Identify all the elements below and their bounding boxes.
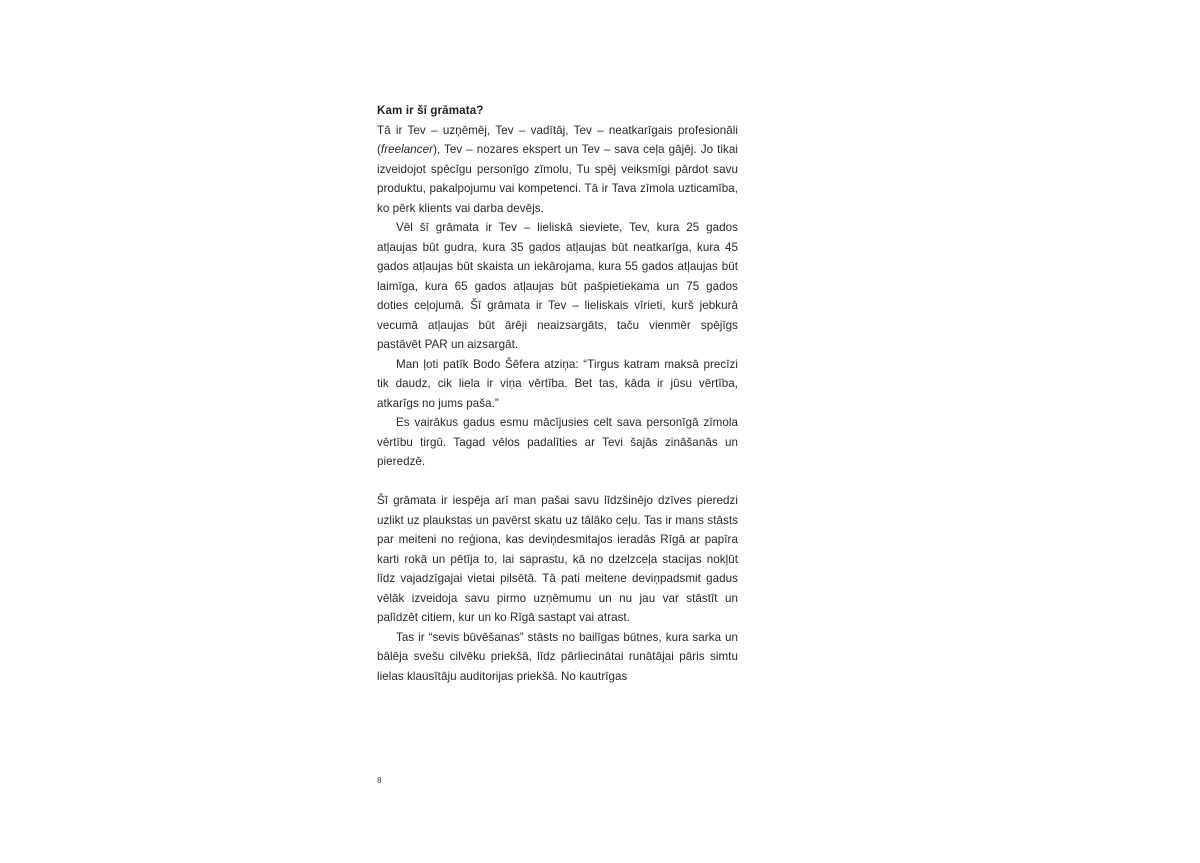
paragraph-author-experience: Es vairākus gadus esmu mācījusies celt sava personīgā zīmola vērtību tirgū. Tagad vēlos padalīties ar Tevi šajās zināšanās un pieredzē. [377, 416, 738, 468]
italic-term-freelancer: freelancer [380, 143, 434, 156]
paragraph-for-women-and-men: Vēl šī grāmata ir Tev – lieliskā sieviete, Tev, kura 25 gados atļaujas būt gudra, kura 35 gados atļaujas būt neatkarīga, kura 45 gados atļaujas būt skaista un iekārojama, kura 55 gados atļaujas būt laimīga, kura 65 gados atļaujas būt pašpietiekama un 75 gados doties ceļojumā. Šī grāmata ir Tev – lieliskais vīrieti, kurš jebkurā vecumā atļaujas būt ārēji neaizsargāts, taču vienmēr spējīgs pastāvēt PAR un aizsargāt. [377, 221, 738, 351]
paragraph-personal-story: Šī grāmata ir iespēja arī man pašai savu līdzšinējo dzīves pieredzi uzlikt uz plaukstas un pavērst skatu uz tālāko ceļu. Tas ir mans stāsts par meiteni no reģiona, kas deviņdesmitajos ieradās Rīgā ar papīra karti rokā un pētīja to, lai saprastu, kā no dzelzceļa stacijas nokļūt līdz vajadzīgajai vietai pilsētā. Tā pati meitene deviņpadsmit gadus vēlāk izveidoja savu pirmo uzņēmumu un nu jau var stāstīt un palīdzēt citiem, kur un ko Rīgā sastapt vai atrast. [377, 494, 738, 624]
page-number: 8 [377, 776, 382, 785]
paragraph-spacer [377, 472, 738, 492]
paragraph-self-building-story: Tas ir “sevis būvēšanas” stāsts no bailīgas būtnes, kura sarka un bālēja svešu cilvēku priekšā, līdz pārliecinātai runātājai pāris simtu lielas klausītāju auditorijas priekšā. No kautrīgas [377, 630, 738, 683]
paragraph-bodo-schaefer-quote: Man ļoti patīk Bodo Šēfera atziņa: “Tirgus katram maksā precīzi tik daudz, cik liela ir viņa vērtība. Bet tas, kāda ir jūsu vērtība, atkarīgs no jums paša.” [377, 357, 738, 410]
paragraph-who-is-this-book-for: Tā ir Tev – uzņēmēj, Tev – vadītāj, Tev – neatkarīgais profesionāli (freelancer), Tev – nozares ekspert un Tev – sava ceļa gājēj. Jo tikai izveidojot spēcīgu personīgo zīmolu, Tu spēj veiksmīgi pārdot savu produktu, pakalpojumu vai kompetenci. Tā ir Tava zīmola uzticamība, ko pērk klients vai darba devējs. [377, 123, 738, 215]
section-heading: Kam ir šī grāmata? [377, 104, 484, 117]
text-column [377, 101, 738, 686]
